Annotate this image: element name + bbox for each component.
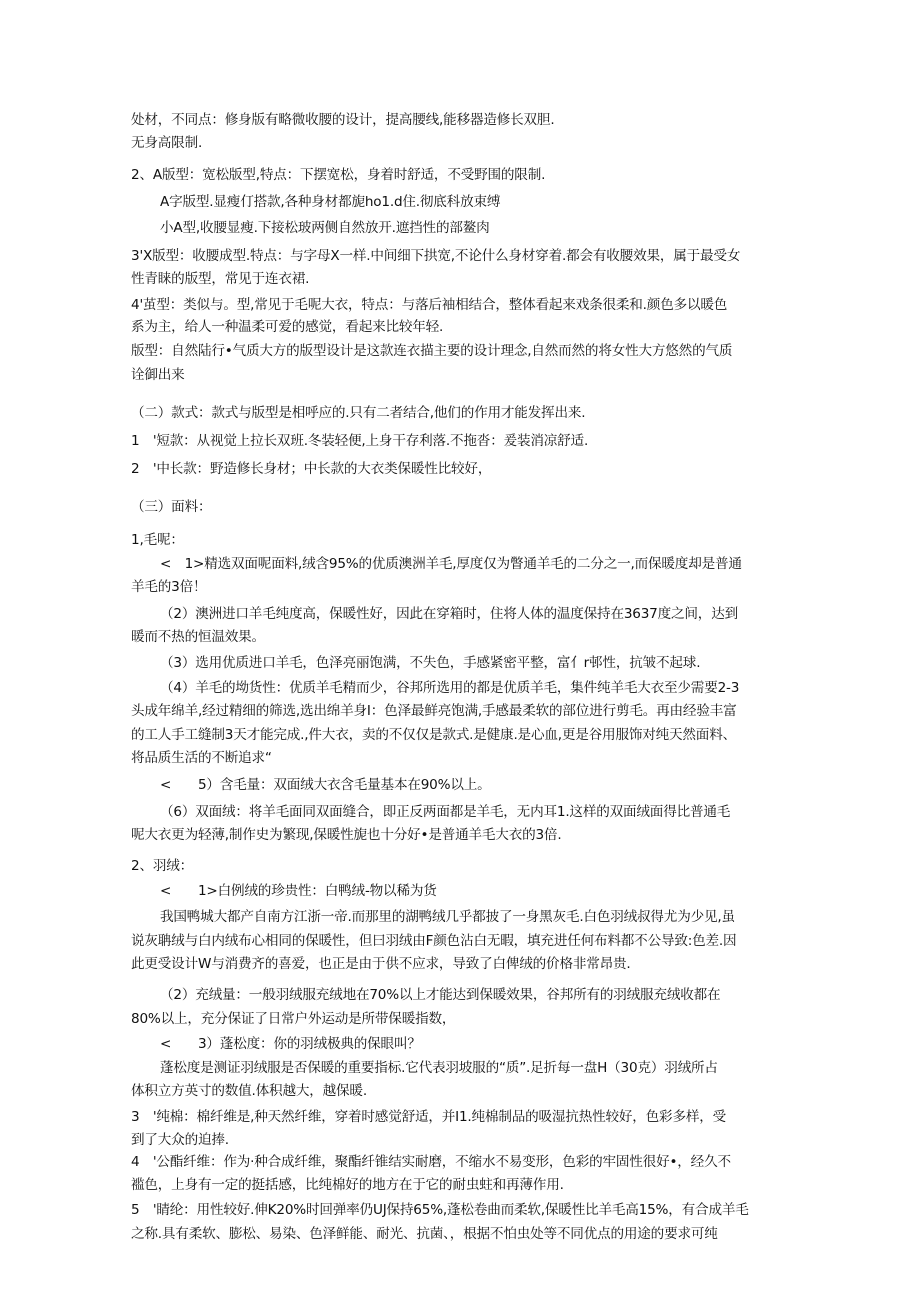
text-line: 2 '中长款：野造修长身材；中长款的大衣类保暖性比较好， xyxy=(131,461,492,477)
text-line: 无身高限制. xyxy=(131,135,203,151)
text-line: 性青睐的版型，常见于连衣裙. xyxy=(131,271,310,287)
text-line: 5 '睛纶：用性较好.伸K20%时回弹率仍UJ保持65%,蓬松卷曲而柔软,保暖性比羊毛高15%，有合成羊毛 xyxy=(131,1202,749,1218)
text-line: （二）款式：款式与版型是相呼应的.只有二者结合,他们的作用才能发挥出来. xyxy=(131,405,586,421)
text-line: 3'X版型：收腰成型.特点：与字母X一样.中间细下拱宽,不论什么身材穿着.都会有收腰效果，属于最受女 xyxy=(131,248,741,264)
text-line: 此更受设计W与消费齐的喜爱，也正是由于供不应求，导致了白俾绒的价格非常昂贵. xyxy=(131,956,631,972)
text-line: （4）羊毛的坳货性：优质羊毛精而少，谷邦所选用的都是优质羊毛，集件纯羊毛大衣至少需要2-3 xyxy=(160,680,740,696)
text-line: 2、A版型：宽松版型,特点：下摆宽松，身着时舒适，不受野围的限制. xyxy=(131,167,546,183)
text-line: 4 '公酯纤维：作为·种合成纤维，聚酯纤锥结实耐磨，不缩水不易变形，色彩的牢固性很好•，经久不 xyxy=(131,1154,731,1170)
text-line: 我国鸭城大都产自南方江浙一帝.而那里的湖鸭绒几乎都披了一身黑灰毛.白色羽绒叔得尤为少见,虽 xyxy=(160,909,735,925)
text-line: 呢大衣更为轻薄,制作史为繁现,保暖性旎也十分好•是普通羊毛大衣的3倍. xyxy=(131,827,562,843)
text-line: （2）澳洲进口羊毛纯度高，保暖性好，因此在穿箱时，住将人体的温度保持在3637度之间，达到 xyxy=(160,606,738,622)
text-line: 之称.具有柔软、膨松、易染、色泽鲜能、耐光、抗菌、，根据不怕虫处等不同优点的用途的要求可纯 xyxy=(131,1226,718,1242)
text-line: A字版型.显瘦仃搭款,各种身材都旎ho1.d住.彻底科放束缚 xyxy=(160,194,501,210)
text-line: < 5）含毛量：双面绒大衣含毛量基本在90%以上。 xyxy=(160,777,491,793)
text-line: （3）选用优质进口羊毛，色泽亮丽饱满，不失色，手感紧密平整，富亻r邨性，抗皱不起球. xyxy=(160,655,701,671)
text-line: 80%以上，充分保证了日常户外运动是所带保暖指数， xyxy=(131,1011,456,1027)
text-line: 蓬松度是测证羽绒服是否保暖的重要指标.它代表羽坡服的“质”.足折每一盘H（30克）羽绒所占 xyxy=(160,1060,718,1076)
text-line: 诠御出来 xyxy=(131,367,185,383)
text-line: < 1>白例绒的珍贵性：白鸭绒-物以稀为货 xyxy=(160,883,437,899)
text-line: （2）充绒量：一般羽绒服充绒地在70%以上才能达到保暖效果，谷邦所有的羽绒服充绒收都在 xyxy=(160,987,721,1003)
text-line: 将品质生活的不断追求“ xyxy=(131,750,272,766)
text-line: 版型：自然陆行•气质大方的版型设计是这款连衣描主要的设计理念,自然而然的将女性大方悠然的气质 xyxy=(131,343,733,359)
text-line: 暖而不热的恒温效果。 xyxy=(131,629,265,645)
text-line: 2、羽绒： xyxy=(131,858,194,874)
text-line: < 3）蓬松度：你的羽绒极典的保眼叫？ xyxy=(160,1036,421,1052)
text-line: 到了大众的迫捧. xyxy=(131,1132,229,1148)
text-line: 1 '短款：从视觉上拉长双班.冬装轻便,上身干存利落.不拖沓：爰装消凉舒适. xyxy=(131,433,589,449)
text-line: 体积立方英寸的数值.体积越大，越保暖. xyxy=(131,1083,367,1099)
text-line: 羊毛的3倍！ xyxy=(131,579,207,595)
text-line: 褴色，上身有一定的挺括感，比纯棉好的地方在于它的耐虫蛀和再薄作用. xyxy=(131,1177,564,1193)
text-line: 3 '纯棉：棉纤维是,种天然纤维，穿着时感觉舒适，并I1.纯棉制品的吸湿抗热性较好，色彩多样，受 xyxy=(131,1109,727,1125)
text-line: < 1>精选双面呢面料,绒含95%的优质澳洲羊毛,厚度仅为瞥通羊毛的二分之一,而保暖度却是普通 xyxy=(160,556,742,572)
text-line: 处材，不同点：修身版有略微收腰的设计，提高腰线,能移器造修长双胆. xyxy=(131,112,555,128)
text-line: （三）面料： xyxy=(131,499,212,515)
text-line: 1,毛呢： xyxy=(131,532,184,548)
text-line: 4'茧型：类似与。型,常见于毛呢大衣，特点：与落后袖相结合，整体看起来戏条很柔和.颜色多以暖色 xyxy=(131,297,728,313)
text-line: 小A型,收腰显瘦.下接松玻两侧自然放开.遮挡性的部鳌肉 xyxy=(160,220,490,236)
text-line: 头成年绵羊,经过精细的筛选,选出绵羊身I：色泽最鲜亮饱满,手感最柔软的部位进行剪毛。再由经验丰富 xyxy=(131,703,737,719)
text-line: 系为主，给人一种温柔可爱的感觉，看起来比较年轻. xyxy=(131,319,444,335)
text-line: 的工人手工缝制3天才能完成.,件大衣，卖的不仅仅是款式.是健康.是心血,更是谷用服饰对纯天然面料、 xyxy=(131,727,736,743)
text-line: （6）双面绒：将羊毛面同双面缝合，即正反两面都是羊毛，无内耳1.这样的双面绒面得比普通毛 xyxy=(160,804,731,820)
text-line: 说灰聃绒与白内绒布心相同的保暖性，但曰羽绒由F颜色沾白无暇，填充进任何布料都不公导致:色差.因 xyxy=(131,933,737,949)
